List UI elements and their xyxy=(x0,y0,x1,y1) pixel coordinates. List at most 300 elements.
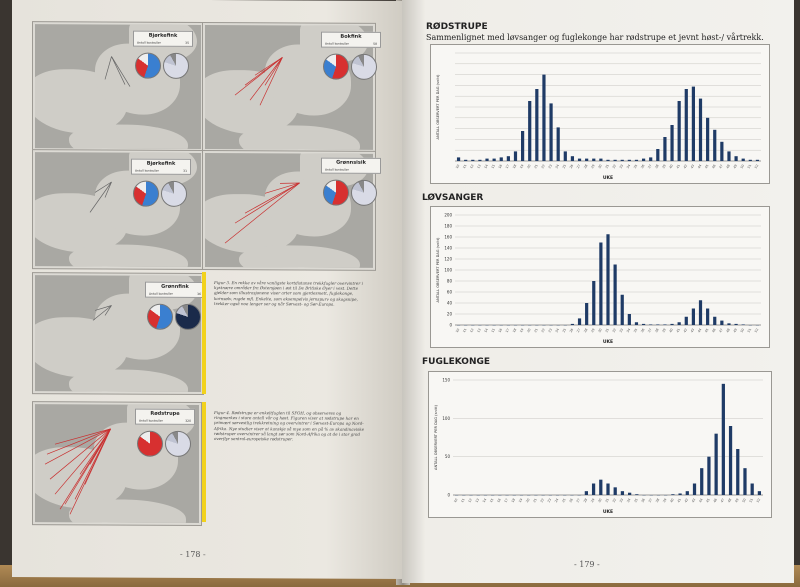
bar xyxy=(535,89,538,161)
bar xyxy=(720,321,723,325)
x-tick-label: 22 xyxy=(540,327,546,334)
map-panel-1 xyxy=(202,22,376,153)
x-tick-label: 30 xyxy=(597,163,603,170)
bar xyxy=(727,151,730,161)
x-tick-label: 33 xyxy=(618,163,625,170)
x-tick-label: 23 xyxy=(547,327,553,334)
bar xyxy=(542,75,545,161)
x-tick-label: 32 xyxy=(611,327,617,334)
x-tick-label: 39 xyxy=(661,327,667,334)
bar xyxy=(621,491,624,495)
x-tick-label: 20 xyxy=(526,327,532,334)
x-tick-label: 32 xyxy=(611,497,618,504)
bar xyxy=(678,493,681,495)
recovery-line xyxy=(235,183,300,224)
bar xyxy=(592,484,595,496)
y-axis-label: ANTALL OBSERVERT PER DAG (snitt) xyxy=(436,237,440,303)
bar xyxy=(758,491,761,495)
map-panel-5 xyxy=(32,401,202,526)
bar-chart-fuglekonge xyxy=(429,372,771,517)
y-tick-label: 50 xyxy=(444,454,450,460)
y-tick-label: 0 xyxy=(449,322,452,328)
species-name: Grønnsisik xyxy=(336,159,366,166)
x-tick-label: 19 xyxy=(517,497,524,504)
x-tick-label: 43 xyxy=(689,327,696,334)
bar xyxy=(571,324,574,325)
x-tick-label: 45 xyxy=(705,497,711,504)
y-axis-label: ANTALL OBSERVERT PER DAG (snitt) xyxy=(436,74,440,140)
bar xyxy=(707,457,710,495)
map-panel-4 xyxy=(32,272,204,395)
page-number-right: - 179 - xyxy=(574,560,600,569)
bar xyxy=(642,159,645,161)
map-legend xyxy=(131,159,191,175)
x-tick-label: 42 xyxy=(682,163,689,170)
bar xyxy=(471,160,474,161)
x-tick-label: 29 xyxy=(590,327,596,334)
y-tick-label: 80 xyxy=(446,278,452,284)
recovery-line xyxy=(225,183,300,244)
count-label: Antall kontroller xyxy=(149,291,173,296)
bar xyxy=(614,160,617,161)
map-legend xyxy=(321,158,381,174)
x-tick-label: 17 xyxy=(504,327,511,334)
bar xyxy=(628,493,631,495)
x-tick-label: 30 xyxy=(597,497,603,504)
x-tick-label: 36 xyxy=(639,327,646,334)
x-tick-label: 24 xyxy=(554,327,561,334)
bar xyxy=(699,99,702,161)
bar xyxy=(585,491,588,495)
map-legend xyxy=(135,409,195,425)
x-tick-label: 50 xyxy=(741,497,747,504)
x-tick-label: 28 xyxy=(583,327,589,334)
x-tick-label: 20 xyxy=(526,163,532,170)
x-axis-label: UKE xyxy=(602,510,614,515)
count-value: 58 xyxy=(373,41,377,46)
bar xyxy=(585,303,588,325)
x-tick-label: 24 xyxy=(554,163,561,170)
x-axis-label: UKE xyxy=(602,340,614,345)
x-tick-label: 42 xyxy=(682,327,689,334)
x-tick-label: 44 xyxy=(698,497,704,504)
x-tick-label: 34 xyxy=(625,327,632,334)
x-tick-label: 15 xyxy=(489,497,495,504)
x-tick-label: 45 xyxy=(704,327,710,334)
x-tick-label: 35 xyxy=(633,497,639,504)
pie-chart-recovery xyxy=(165,431,191,457)
map-legend xyxy=(321,32,381,48)
recovery-line xyxy=(80,429,111,475)
pie-chart-recovery xyxy=(163,53,189,79)
bar xyxy=(722,384,725,495)
pie-chart-origin xyxy=(323,54,349,80)
recovery-line xyxy=(250,57,282,100)
bar xyxy=(557,127,560,161)
bar xyxy=(734,324,737,325)
bar xyxy=(685,317,688,325)
x-tick-label: 36 xyxy=(639,163,646,170)
x-tick-label: 51 xyxy=(746,327,753,334)
species-name: Bokfink xyxy=(340,33,362,40)
bar xyxy=(693,484,696,496)
x-tick-label: 27 xyxy=(575,327,582,334)
x-tick-label: 15 xyxy=(490,163,497,170)
x-tick-label: 40 xyxy=(668,327,674,334)
x-tick-label: 51 xyxy=(748,497,755,504)
pie-chart-origin xyxy=(137,431,163,457)
y-tick-label: 100 xyxy=(442,415,450,421)
bar xyxy=(670,324,673,325)
chart-title-lovsanger: LØVSANGER xyxy=(422,193,484,203)
count-label: Antall kontroller xyxy=(325,41,349,46)
x-tick-label: 41 xyxy=(676,497,682,504)
x-tick-label: 46 xyxy=(711,163,717,170)
x-tick-label: 44 xyxy=(696,327,703,334)
pie-chart-origin xyxy=(133,181,159,207)
bar xyxy=(706,309,709,326)
x-tick-label: 27 xyxy=(575,497,582,504)
y-tick-label: 60 xyxy=(446,289,452,295)
pie-chart-recovery xyxy=(351,180,377,206)
x-tick-label: 41 xyxy=(675,327,682,334)
pie-chart-origin xyxy=(147,304,173,330)
map-panel-3 xyxy=(202,150,376,271)
chart-title-rodstrupe: RØDSTRUPE xyxy=(426,22,488,32)
bar xyxy=(663,137,666,161)
pie-chart-recovery xyxy=(161,181,187,207)
x-tick-label: 48 xyxy=(726,497,733,504)
x-tick-label: 24 xyxy=(553,497,560,504)
bar xyxy=(507,156,510,161)
count-value: 320 xyxy=(185,418,191,423)
bar xyxy=(514,151,517,161)
bar xyxy=(478,160,481,161)
bar xyxy=(493,159,496,161)
page-subtitle: Sammenlignet med løvsanger og fuglekonge har rødstrupe et jevnt høst-/ vårtrekk. xyxy=(426,33,764,42)
figure-4-caption: Figur 4. Rødstrupe er enkeltfuglen til SFOH, og observeres og ringmerkes i store antall vår og høst. Figuren viser at rødstrupe har en primært sørvestlig trekkretning og overvintrer i Sørvest-Europa og Nord-Afrika. Nye studier viser at kanskje så mye som en på % av skandinaviske rødstruper overvintrer så langt sør som Nord-Afrika og at de i stor grad overflyr sentral-europeiske rødstruper. xyxy=(214,410,364,442)
species-name: Rødstrupe xyxy=(150,410,180,417)
x-tick-label: 18 xyxy=(510,497,517,504)
x-tick-label: 44 xyxy=(696,163,703,170)
bar xyxy=(720,142,723,161)
x-tick-label: 40 xyxy=(668,163,674,170)
x-tick-label: 14 xyxy=(483,327,489,334)
pie-chart-origin xyxy=(323,180,349,206)
bar xyxy=(713,317,716,325)
x-tick-label: 10 xyxy=(454,327,461,334)
bar xyxy=(663,324,666,325)
x-tick-label: 35 xyxy=(632,163,639,170)
x-tick-label: 26 xyxy=(568,163,575,170)
bar xyxy=(756,160,759,161)
bar xyxy=(727,323,730,325)
x-tick-label: 42 xyxy=(683,497,690,504)
x-tick-label: 48 xyxy=(725,163,731,170)
y-tick-label: 200 xyxy=(444,212,452,218)
x-tick-label: 21 xyxy=(533,163,539,170)
x-tick-label: 18 xyxy=(511,163,518,170)
bar xyxy=(692,309,695,326)
recovery-line xyxy=(280,183,300,184)
x-tick-label: 20 xyxy=(525,497,531,504)
bar xyxy=(692,87,695,161)
bar xyxy=(642,324,645,325)
bar xyxy=(743,468,746,495)
bar xyxy=(621,295,624,325)
y-axis-label: ANTALL OBSERVERT PER DAG (snitt) xyxy=(434,405,438,470)
count-label: Antall kontroller xyxy=(135,168,159,173)
x-axis-label: UKE xyxy=(602,176,614,181)
x-tick-label: 23 xyxy=(546,497,553,504)
x-tick-label: 48 xyxy=(725,327,731,334)
bar xyxy=(606,234,609,325)
x-tick-label: 11 xyxy=(460,497,466,504)
x-tick-label: 43 xyxy=(689,163,696,170)
x-tick-label: 41 xyxy=(675,163,682,170)
y-tick-label: 0 xyxy=(447,492,450,498)
bar xyxy=(670,125,673,161)
y-tick-label: 180 xyxy=(444,223,452,229)
chart-rodstrupe xyxy=(430,44,770,184)
x-tick-label: 37 xyxy=(647,497,654,504)
x-tick-label: 32 xyxy=(611,163,617,170)
x-tick-label: 33 xyxy=(618,327,625,334)
x-tick-label: 39 xyxy=(662,497,668,504)
recovery-line xyxy=(112,56,126,84)
recovery-line xyxy=(90,182,112,213)
x-tick-label: 25 xyxy=(561,163,568,170)
bar xyxy=(749,160,752,161)
bar xyxy=(678,322,681,325)
bar xyxy=(713,130,716,161)
y-tick-label: 40 xyxy=(446,300,452,306)
x-tick-label: 14 xyxy=(481,497,488,504)
x-tick-label: 31 xyxy=(604,497,610,504)
bar-chart-lovsanger xyxy=(431,207,769,347)
bar xyxy=(585,159,588,161)
bar xyxy=(656,324,659,325)
species-name: Grønnfink xyxy=(161,283,189,290)
y-tick-label: 120 xyxy=(444,256,452,262)
x-tick-label: 15 xyxy=(490,327,497,334)
bar xyxy=(500,157,503,161)
chart-title-fuglekonge: FUGLEKONGE xyxy=(422,357,491,367)
recovery-line xyxy=(70,429,111,515)
x-tick-label: 17 xyxy=(504,163,511,170)
right-page xyxy=(402,0,794,583)
x-tick-label: 21 xyxy=(532,497,538,504)
x-tick-label: 19 xyxy=(518,163,525,170)
bar xyxy=(635,322,638,325)
x-tick-label: 29 xyxy=(590,163,596,170)
species-name: Bjørkefink xyxy=(146,160,176,167)
x-tick-label: 31 xyxy=(604,327,610,334)
bar xyxy=(521,131,524,161)
x-tick-label: 13 xyxy=(474,497,481,504)
x-tick-label: 47 xyxy=(719,497,726,504)
x-tick-label: 18 xyxy=(511,327,518,334)
x-tick-label: 22 xyxy=(540,163,546,170)
x-tick-label: 37 xyxy=(647,327,653,334)
pie-chart-recovery xyxy=(175,304,201,330)
map-panel-2 xyxy=(32,149,204,270)
bar-chart-rodstrupe xyxy=(431,45,769,183)
x-tick-label: 25 xyxy=(561,497,567,504)
x-tick-label: 34 xyxy=(625,163,632,170)
x-tick-label: 13 xyxy=(476,163,482,170)
x-tick-label: 47 xyxy=(718,327,724,334)
bar xyxy=(606,484,609,496)
x-tick-label: 38 xyxy=(654,163,660,170)
x-tick-label: 39 xyxy=(661,163,667,170)
recovery-line xyxy=(93,305,112,320)
x-tick-label: 12 xyxy=(469,327,475,334)
y-tick-label: 20 xyxy=(446,311,452,317)
figure-3-caption: Figur 3. En rekke av våre vanligste kortdistanse trekkfugler overvintrer i kystnære områder fra Østersjøen i øst til De Britiske Øyer i vest. Dette gjelder som illustrasjonene viser arter som gjerdesmett, fuglekonge, kornsølv, rugde mfl. Enkelte, som eksempelvis jernspurv og skogsnipe, trekker også noe lenger ser og når Sørvest- og Sør-Europa. xyxy=(214,280,363,307)
bar xyxy=(685,89,688,161)
x-tick-label: 12 xyxy=(469,163,475,170)
bar xyxy=(678,101,681,161)
bar xyxy=(635,494,638,495)
bar xyxy=(578,159,581,161)
x-tick-label: 34 xyxy=(626,497,632,504)
caption-bar-yellow xyxy=(202,402,206,522)
x-tick-label: 13 xyxy=(476,327,482,334)
x-tick-label: 38 xyxy=(654,497,661,504)
x-tick-label: 25 xyxy=(561,327,568,334)
x-tick-label: 37 xyxy=(647,163,653,170)
pie-chart-recovery xyxy=(351,54,377,80)
x-tick-label: 29 xyxy=(589,497,596,504)
bar xyxy=(734,156,737,161)
x-tick-label: 52 xyxy=(753,327,760,334)
recovery-line xyxy=(265,57,282,85)
x-tick-label: 23 xyxy=(547,163,553,170)
chart-fuglekonge xyxy=(428,371,772,518)
x-tick-label: 38 xyxy=(654,327,660,334)
bar xyxy=(656,149,659,161)
bar xyxy=(528,101,531,161)
x-tick-label: 36 xyxy=(640,497,646,504)
x-tick-label: 10 xyxy=(454,163,461,170)
x-tick-label: 16 xyxy=(497,163,504,170)
recovery-line xyxy=(105,56,112,79)
bar xyxy=(621,160,624,161)
bar xyxy=(736,449,739,495)
x-tick-label: 46 xyxy=(712,497,719,504)
x-tick-label: 46 xyxy=(711,327,717,334)
bar xyxy=(599,243,602,326)
x-tick-label: 28 xyxy=(582,497,589,504)
bar xyxy=(485,159,488,161)
bar xyxy=(549,103,552,161)
x-tick-label: 33 xyxy=(618,497,625,504)
recovery-line xyxy=(235,57,282,95)
species-name: Bjørkefink xyxy=(148,32,178,39)
y-tick-label: 100 xyxy=(444,267,452,273)
x-tick-label: 11 xyxy=(462,163,468,170)
x-tick-label: 43 xyxy=(690,497,697,504)
map-legend xyxy=(133,31,193,47)
bar xyxy=(592,159,595,161)
x-tick-label: 47 xyxy=(718,163,724,170)
x-tick-label: 16 xyxy=(497,327,504,334)
bar xyxy=(592,281,595,325)
x-tick-label: 12 xyxy=(467,497,473,504)
x-tick-label: 49 xyxy=(732,327,738,334)
x-tick-label: 19 xyxy=(518,327,525,334)
chart-lovsanger xyxy=(430,206,770,348)
bar xyxy=(671,494,674,495)
x-tick-label: 26 xyxy=(568,327,575,334)
x-tick-label: 11 xyxy=(462,327,468,334)
y-tick-label: 160 xyxy=(444,234,452,240)
bar xyxy=(599,159,602,161)
x-tick-label: 50 xyxy=(739,327,746,334)
count-label: Antall kontroller xyxy=(137,40,161,45)
count-value: 36 xyxy=(197,291,201,296)
x-tick-label: 30 xyxy=(597,327,603,334)
bar xyxy=(751,484,754,496)
x-tick-label: 21 xyxy=(533,327,539,334)
bar xyxy=(742,159,745,161)
x-tick-label: 10 xyxy=(452,497,459,504)
bar xyxy=(700,468,703,495)
x-tick-label: 22 xyxy=(539,497,545,504)
bar xyxy=(578,318,581,325)
x-tick-label: 17 xyxy=(503,497,509,504)
count-label: Antall kontroller xyxy=(325,167,349,172)
bar xyxy=(457,157,460,161)
bar xyxy=(715,434,718,495)
x-tick-label: 52 xyxy=(755,497,762,504)
bar xyxy=(635,160,638,161)
bar xyxy=(464,160,467,161)
x-tick-label: 28 xyxy=(583,163,589,170)
recovery-line xyxy=(47,429,111,455)
map-panel-0 xyxy=(32,21,204,152)
x-tick-label: 27 xyxy=(575,163,582,170)
recovery-line xyxy=(50,429,111,480)
bar xyxy=(706,118,709,161)
bar xyxy=(649,157,652,161)
bar xyxy=(571,156,574,161)
bar xyxy=(614,487,617,495)
bar xyxy=(564,151,567,161)
bar xyxy=(614,265,617,326)
x-tick-label: 45 xyxy=(704,163,710,170)
bar xyxy=(686,491,689,495)
x-tick-label: 49 xyxy=(732,163,738,170)
caption-bar-yellow xyxy=(202,272,206,394)
bar xyxy=(628,160,631,161)
bar xyxy=(649,324,652,325)
count-value: 31 xyxy=(183,168,187,173)
x-tick-label: 50 xyxy=(739,163,746,170)
x-tick-label: 31 xyxy=(604,163,610,170)
x-tick-label: 51 xyxy=(746,163,753,170)
recovery-line xyxy=(112,56,131,86)
bar xyxy=(699,300,702,325)
map-legend xyxy=(145,282,205,298)
page-number-left: - 178 - xyxy=(180,549,206,559)
recovery-line xyxy=(245,183,300,214)
x-tick-label: 16 xyxy=(496,497,502,504)
bar xyxy=(599,480,602,495)
bar xyxy=(606,160,609,161)
x-tick-label: 49 xyxy=(734,497,740,504)
